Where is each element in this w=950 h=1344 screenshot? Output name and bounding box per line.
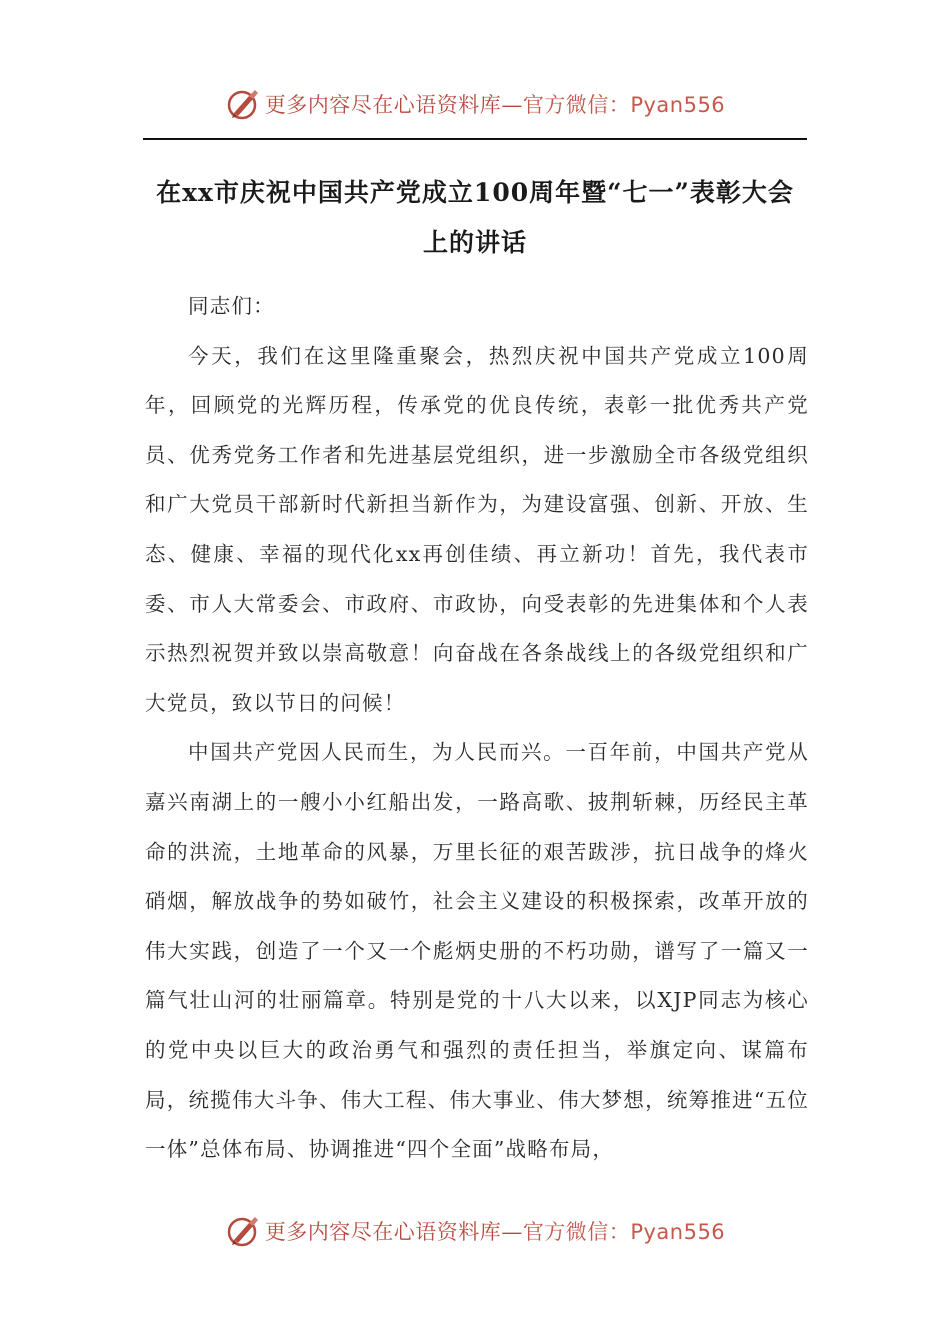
footer-banner bbox=[0, 1211, 950, 1251]
footer-banner-text bbox=[265, 1216, 725, 1246]
title-line-1: 在xx市庆祝中国共产党成立100周年暨“七一”表彰大会 bbox=[156, 178, 794, 207]
header-banner bbox=[0, 84, 950, 124]
pen-logo-icon bbox=[225, 1213, 261, 1249]
footer-banner-dash: — bbox=[501, 1220, 523, 1244]
footer-banner-wechat-id: Pyan556 bbox=[630, 1220, 726, 1244]
header-divider bbox=[143, 138, 807, 140]
paragraph-2: 中国共产党因人民而生，为人民而兴。一百年前，中国共产党从嘉兴南湖上的一艘小小红船出发，一路高歌、披荆斩棘，历经民主革命的洪流，土地革命的风暴，万里长征的艰苦跋涉，抗日战争的烽火硝烟，解放战争的势如破竹，社会主义建设的积极探索，改革开放的伟大实践，创造了一个又一个彪炳史册的不朽功勋，谱写了一篇又一篇气壮山河的壮丽篇章。特别是党的十八大以来，以XJP同志为核心的党中央以巨大的政治勇气和强烈的责任担当，举旗定向、谋篇布局，统揽伟大斗争、伟大工程、伟大事业、伟大梦想，统筹推进“五位一体”总体布局、协调推进“四个全面”战略布局， bbox=[145, 740, 809, 1162]
footer-banner-main: 更多内容尽在心语资料库 bbox=[264, 1220, 502, 1244]
header-banner-text bbox=[265, 89, 725, 119]
pen-logo-icon bbox=[225, 86, 261, 122]
document-title bbox=[143, 168, 807, 268]
header-banner-dash: — bbox=[501, 93, 523, 117]
header-banner-wechat-label: 官方微信： bbox=[522, 93, 631, 117]
header-banner-main: 更多内容尽在心语资料库 bbox=[264, 93, 502, 117]
header-banner-wechat-id: Pyan556 bbox=[630, 93, 726, 117]
paragraph-1: 今天，我们在这里隆重聚会，热烈庆祝中国共产党成立100周年，回顾党的光辉历程，传承党的优良传统，表彰一批优秀共产党员、优秀党务工作者和先进基层党组织，进一步激励全市各级党组织和广大党员干部新时代新担当新作为，为建设富强、创新、开放、生态、健康、幸福的现代化xx再创佳绩、再立新功！首先，我代表市委、市人大常委会、市政府、市政协，向受表彰的先进集体和个人表示热烈祝贺并致以崇高敬意！向奋战在各条战线上的各级党组织和广大党员，致以节日的问候！ bbox=[145, 343, 809, 715]
footer-banner-wechat-label: 官方微信： bbox=[522, 1220, 631, 1244]
document-body bbox=[145, 282, 809, 1175]
salutation: 同志们： bbox=[188, 294, 275, 318]
title-line-2: 上的讲话 bbox=[422, 228, 527, 257]
